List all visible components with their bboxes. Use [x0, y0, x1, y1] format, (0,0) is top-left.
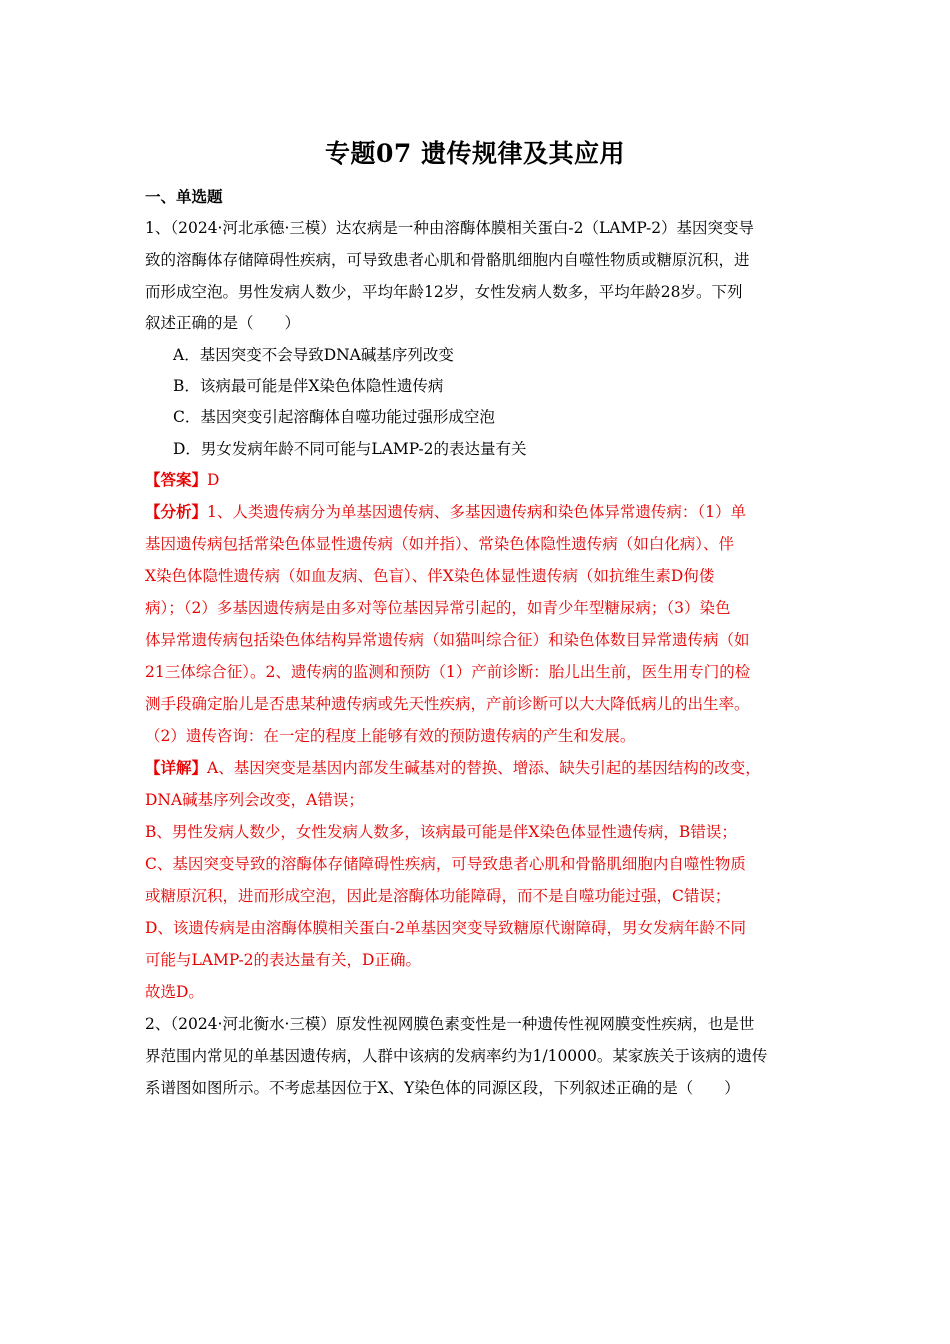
q1-detail-line: D、该遗传病是由溶酶体膜相关蛋白-2单基因突变导致糖原代谢障碍，男女发病年龄不同 [145, 919, 747, 937]
q1-analysis-line [145, 502, 746, 522]
answer-tag: 【答案】 [145, 470, 208, 489]
section-heading: 一、单选题 [145, 187, 223, 206]
q1-analysis-line: 21三体综合征）。2、遗传病的监测和预防（1）产前诊断：胎儿出生前，医生用专门的检 [145, 663, 751, 681]
q1-answer [145, 470, 219, 490]
q1-detail-line: DNA碱基序列会改变，A错误； [145, 791, 364, 809]
q1-analysis-line: 基因遗传病包括常染色体显性遗传病（如并指）、常染色体隐性遗传病（如白化病）、伴 [145, 535, 735, 553]
q1-detail-line: B、男性发病人数少，女性发病人数多，该病最可能是伴X染色体显性遗传病，B错误； [145, 823, 737, 841]
q1-stem-line: 而形成空泡。男性发病人数少，平均年龄12岁，女性发病人数多，平均年龄28岁。下列 [145, 283, 743, 301]
q1-detail-line: C、基因突变导致的溶酶体存储障碍性疾病，可导致患者心肌和骨骼肌细胞内自噬性物质 [145, 855, 746, 873]
q1-option-a: A．基因突变不会导致DNA碱基序列改变 [173, 346, 454, 364]
q1-analysis-line: X染色体隐性遗传病（如血友病、色盲）、伴X染色体显性遗传病（如抗维生素D佝偻 [145, 567, 715, 585]
q1-detail-line: 或糖原沉积，进而形成空泡，因此是溶酶体功能障碍，而不是自噬功能过强，C错误； [145, 887, 731, 905]
q1-option-c: C．基因突变引起溶酶体自噬功能过强形成空泡 [173, 408, 495, 426]
q1-analysis-line: 体异常遗传病包括染色体结构异常遗传病（如猫叫综合征）和染色体数目异常遗传病（如 [145, 631, 750, 649]
q2-stem-line: 系谱图如图所示。不考虑基因位于X、Y染色体的同源区段，下列叙述正确的是（ ） [145, 1079, 740, 1097]
q1-analysis-line: 测手段确定胎儿是否患某种遗传病或先天性疾病，产前诊断可以大大降低病儿的出生率。 [145, 695, 750, 713]
q1-analysis-line: （2）遗传咨询：在一定的程度上能够有效的预防遗传病的产生和发展。 [145, 727, 636, 745]
q1-detail-line [145, 758, 761, 778]
analysis-tag: 【分析】 [145, 502, 208, 521]
q1-stem-line: 致的溶酶体存储障碍性疾病，可导致患者心肌和骨骼肌细胞内自噬性物质或糖原沉积，进 [145, 251, 750, 269]
q1-conclusion: 故选D。 [145, 983, 204, 1001]
detail-tag: 【详解】 [145, 758, 208, 777]
analysis-text: 1、人类遗传病分为单基因遗传病、多基因遗传病和染色体异常遗传病：（1）单 [207, 503, 746, 521]
answer-value: D [207, 471, 220, 489]
q1-analysis-line: 病）；（2）多基因遗传病是由多对等位基因异常引起的，如青少年型糖尿病；（3）染色 [145, 599, 731, 617]
q2-stem-line: 界范围内常见的单基因遗传病，人群中该病的发病率约为1/10000。某家族关于该病的遗传 [145, 1047, 768, 1065]
q1-stem-line: 叙述正确的是（ ） [145, 314, 301, 332]
page-title: 专题07 遗传规律及其应用 [325, 139, 625, 168]
q1-option-d: D．男女发病年龄不同可能与LAMP-2的表达量有关 [173, 440, 527, 458]
q1-detail-line: 可能与LAMP-2的表达量有关，D正确。 [145, 951, 421, 969]
q2-stem-line: 2、（2024·河北衡水·三模）原发性视网膜色素变性是一种遗传性视网膜变性疾病，也是世 [145, 1015, 755, 1033]
detail-text: A、基因突变是基因内部发生碱基对的替换、增添、缺失引起的基因结构的改变， [207, 759, 761, 777]
q1-stem-line: 1、（2024·河北承德·三模）达农病是一种由溶酶体膜相关蛋白-2（LAMP-2）基因突变导 [145, 219, 755, 237]
q1-option-b: B．该病最可能是伴X染色体隐性遗传病 [173, 377, 444, 395]
